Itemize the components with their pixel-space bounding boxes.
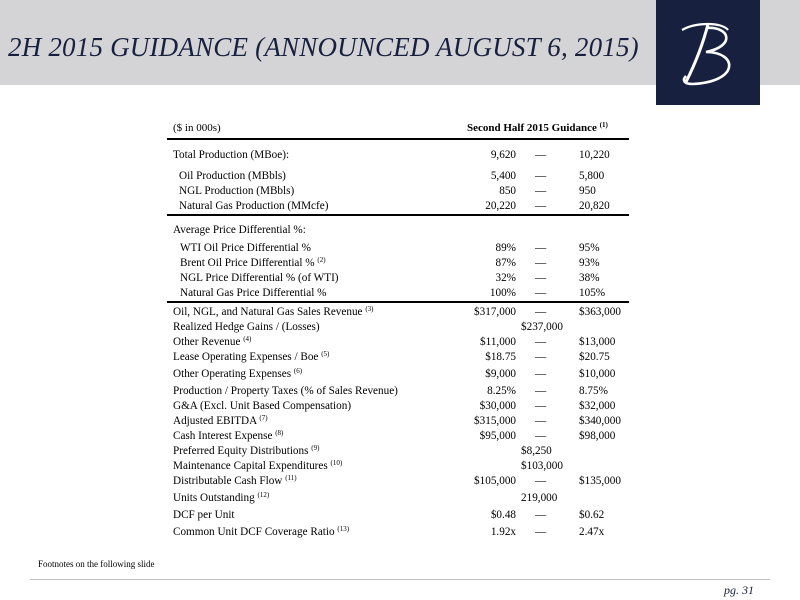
range-dash: — [535,257,547,269]
high-value: $135,000 [579,475,621,487]
unit-label: ($ in 000s) [173,122,221,134]
row-label [173,400,351,412]
footnote-ref: (6) [293,367,303,375]
range-dash: — [535,368,547,380]
range-dash: — [535,242,547,254]
low-value: $105,000 [474,475,516,487]
high-value: 8.75% [579,385,608,397]
row-label-text: NGL Price Differential % (of WTI) [180,272,339,284]
high-value: 95% [579,242,600,254]
row-label-text: Maintenance Capital Expenditures [173,460,328,472]
high-value: 950 [579,185,596,197]
row-label-text: Oil Production (MBbls) [179,170,286,182]
table-row [167,256,629,271]
slide-title: 2H 2015 GUIDANCE (ANNOUNCED AUGUST 6, 2015) [8,32,639,62]
low-value: 87% [495,257,516,269]
low-value: 100% [489,287,516,299]
row-label-text: Other Revenue [173,336,241,348]
row-label-text: Realized Hedge Gains / (Losses) [173,321,320,333]
differential-heading: Average Price Differential %: [173,224,306,236]
table-row [167,399,629,414]
table-row [167,286,629,301]
table-row [167,305,629,320]
row-label [173,385,398,397]
production-section [167,148,629,214]
low-value: 89% [495,242,516,254]
table-row [167,169,629,184]
range-dash: — [535,306,547,318]
table-row [167,320,629,335]
row-label [180,287,326,299]
low-value: 8.25% [487,385,516,397]
footnote-ref: (9) [311,444,320,452]
table-row [167,525,629,542]
row-label-text: Adjusted EBITDA [173,415,257,427]
row-label [173,460,342,472]
table-row [167,429,629,444]
high-value: 93% [579,257,600,269]
footnote-ref: (11) [285,474,297,482]
row-label [173,492,269,504]
footnote-ref: (3) [365,305,374,313]
high-value: $363,000 [579,306,621,318]
footnote-ref: (8) [275,429,284,437]
row-label [179,170,286,182]
low-value: 32% [495,272,516,284]
row-label [173,526,349,538]
high-value: 105% [579,287,606,299]
row-label [173,415,268,427]
table-row [167,444,629,459]
page-number: pg. 31 [724,583,754,597]
high-value: 20,820 [579,200,610,212]
row-label-text: WTI Oil Price Differential % [180,242,311,254]
row-label [173,430,283,442]
differential-section [167,241,629,301]
table-row [167,508,629,525]
row-label-text: Lease Operating Expenses / Boe [173,351,319,363]
high-value: $32,000 [579,400,616,412]
low-value: 9,620 [490,149,516,161]
low-value: 20,220 [485,200,516,212]
low-value: $18.75 [485,351,516,363]
row-label [173,368,302,380]
row-label [173,321,320,333]
range-dash: — [535,287,547,299]
guidance-table [167,120,629,542]
row-label-text: Production / Property Taxes (% of Sales Revenue) [173,385,398,397]
single-value: 219,000 [521,492,558,504]
row-label-text: DCF per Unit [173,509,235,521]
table-row [167,414,629,429]
footnote-ref: (2) [317,256,326,264]
row-label-text: Natural Gas Price Differential % [180,287,327,299]
range-dash: — [535,430,547,442]
row-label-text: Natural Gas Production (MMcfe) [179,200,329,212]
table-row [167,148,629,169]
low-value: 850 [499,185,516,197]
table-row [167,491,629,508]
row-label-text: Preferred Equity Distributions [173,445,309,457]
row-label-text: NGL Production (MBbls) [179,185,295,197]
differential-heading-row [167,223,629,238]
low-value: $11,000 [480,336,516,348]
range-dash: — [535,400,547,412]
low-value: 1.92x [490,526,516,538]
row-label [173,306,373,318]
row-label-text: Total Production (MBoe): [173,149,290,161]
high-value: 38% [579,272,600,284]
brand-logo [656,0,760,105]
row-label [173,149,289,161]
row-label-text: Oil, NGL, and Natural Gas Sales Revenue [173,306,363,318]
high-value: 2.47x [579,526,605,538]
footnote-ref: (4) [243,335,252,343]
range-dash: — [535,272,547,284]
footnote-ref: (12) [257,491,270,499]
low-value: $317,000 [474,306,516,318]
low-value: $9,000 [485,368,516,380]
table-row [167,335,629,350]
guidance-footnote: (1) [599,121,608,129]
table-row [167,199,629,214]
row-label-text: Distributable Cash Flow [173,475,283,487]
footnote-ref: (10) [330,459,343,467]
row-label [173,336,251,348]
table-row [167,474,629,491]
high-value: $20.75 [579,351,610,363]
row-label [173,475,297,487]
row-label [173,509,235,521]
row-label-text: G&A (Excl. Unit Based Compensation) [173,400,352,412]
row-label-text: Cash Interest Expense [173,430,273,442]
table-row [167,459,629,474]
high-value: $13,000 [579,336,616,348]
table-row [167,384,629,399]
row-label [179,185,294,197]
range-dash: — [535,336,547,348]
row-label [173,445,319,457]
range-dash: — [535,149,547,161]
single-value: $237,000 [521,321,563,333]
footnote-ref: (5) [321,350,330,358]
table-row [167,184,629,199]
table-row [167,350,629,367]
footnote-ref: (13) [337,525,350,533]
low-value: $95,000 [479,430,516,442]
row-label [173,351,329,363]
low-value: 5,400 [490,170,516,182]
row-label-text: Other Operating Expenses [173,368,292,380]
footnote-note: Footnotes on the following slide [38,559,155,569]
low-value: $0.48 [490,509,516,521]
guidance-label: Second Half 2015 Guidance [467,122,597,134]
range-dash: — [535,385,547,397]
range-dash: — [535,526,547,538]
table-header-row [167,120,629,138]
range-dash: — [535,351,547,363]
high-value: $340,000 [579,415,621,427]
row-label [179,200,328,212]
single-value: $103,000 [521,460,563,472]
range-dash: — [535,170,547,182]
high-value: 5,800 [579,170,605,182]
row-label [180,272,339,284]
high-value: $10,000 [579,368,616,380]
high-value: $98,000 [579,430,616,442]
row-label [180,257,326,269]
bottom-rule [30,579,770,580]
table-row [167,271,629,286]
range-dash: — [535,509,547,521]
table-row [167,367,629,384]
single-value: $8,250 [521,445,552,457]
brand-b-icon [656,0,760,105]
high-value: 10,220 [579,149,610,161]
table-row [167,241,629,256]
row-label-text: Units Outstanding [173,492,255,504]
range-dash: — [535,185,547,197]
range-dash: — [535,475,547,487]
financial-section [167,305,629,542]
row-label [180,242,311,254]
range-dash: — [535,200,547,212]
row-label-text: Brent Oil Price Differential % [180,257,315,269]
low-value: $315,000 [474,415,516,427]
high-value: $0.62 [579,509,605,521]
low-value: $30,000 [479,400,516,412]
range-dash: — [535,415,547,427]
row-label-text: Common Unit DCF Coverage Ratio [173,526,335,538]
footnote-ref: (7) [259,414,268,422]
guidance-column-heading [467,122,608,134]
